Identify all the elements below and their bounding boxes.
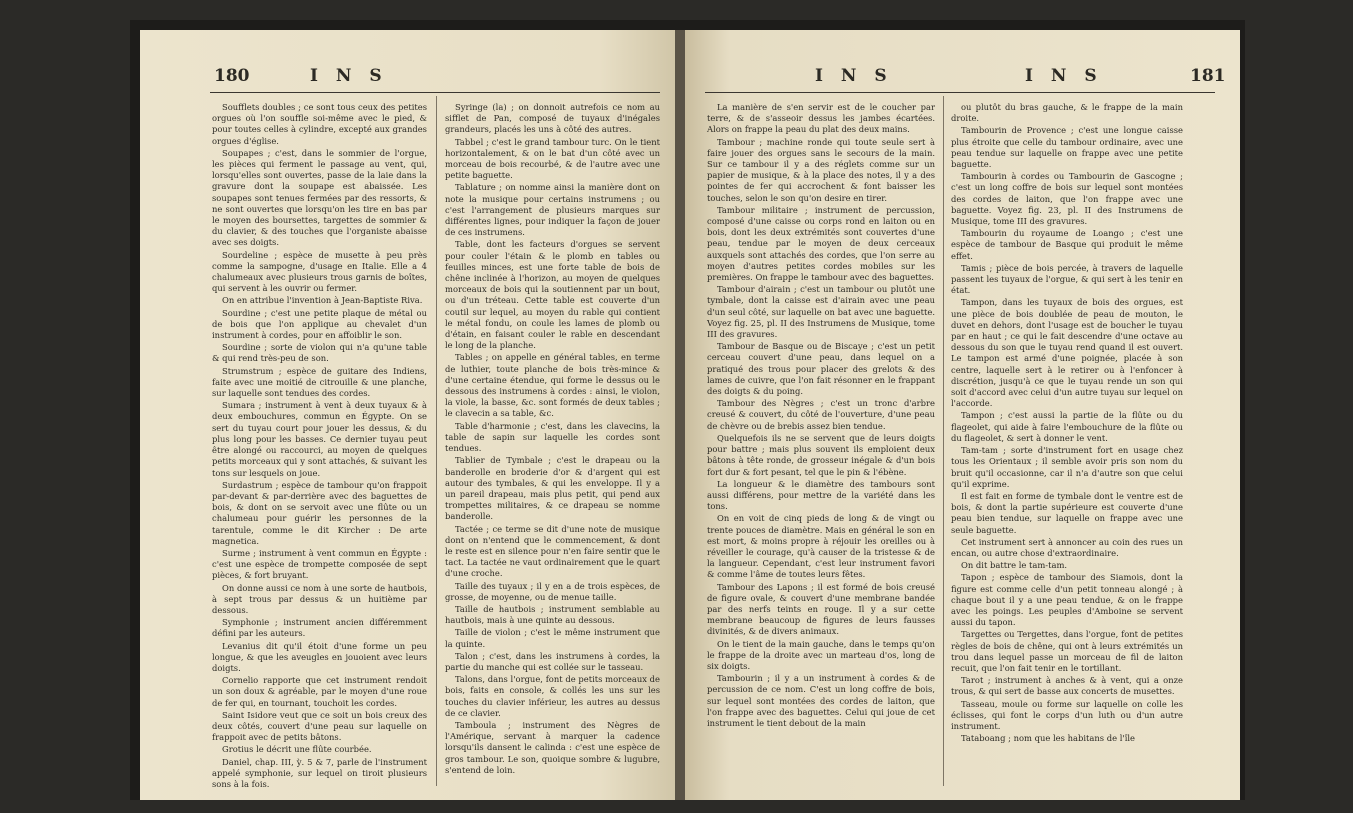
entry-paragraph: On en attribue l'invention à Jean-Baptiste Riva. [222,295,423,306]
entry-paragraph: Tambourin du royaume de Loango ; c'est une espèce de tambour de Basque qui produit le même effet. [951,228,1183,261]
open-book [130,20,1245,800]
entry-paragraph: Tapon ; espèce de tambour des Siamois, dont la figure est comme celle d'un petit tonneau alongé ; à chaque bout il y a une peau tendue, & on le frappe avec les poings. Les peuples d'Amboine se servent aussi du tapon. [951,572,1183,628]
entry-paragraph: Levanius dit qu'il étoit d'une forme un peu longue, & que les aveugles en jouoient avec leurs doigts. [212,640,427,673]
entry-paragraph: La longueur & le diamètre des tambours sont aussi différens, pour mettre de la variété dans les tons. [707,478,935,512]
entry-paragraph: Tambour des Lapons ; il est formé de bois creusé de figure ovale, & couvert d'une membrane bandée par des nerfs teints en rouge. Il y a sur cette membrane beaucoup de figures de leurs fausses divinités, & de divers animaux. [707,581,935,637]
entry-paragraph: Tablier de Tymbale ; c'est le drapeau ou la banderolle en broderie d'or & d'argent qui est autour des tymbales, & qui les enveloppe. Il y a un pareil drapeau, mais plus petit, qui pend aux trompettes militaires, & ce drapeau se nomme banderolle. [445,455,660,522]
entry-paragraph: Tamis ; pièce de bois percée, à travers de laquelle passent les tuyaux de l'orgue, & qui sert à les tenir en état. [951,262,1183,296]
entry-paragraph: Tactée ; ce terme se dit d'une note de musique dont on n'entend que le commencement, & dont le reste est en silence pour n'en faire sentir que le tact. La tactée ne vaut ordinairement que le quart d'une croche. [445,523,660,579]
entry-paragraph: La manière de s'en servir est de le coucher par terre, & de s'asseoir dessus les jambes écartées. Alors on frappe la peau du plat des deux mains. [707,102,935,135]
entry-paragraph: Targettes ou Tergettes, dans l'orgue, font de petites règles de bois de chêne, qui ont à leurs extrémités un trou dans lequel passe un morceau de fil de laiton recuit, que l'on fait tenir en le tortillant. [951,629,1183,673]
entry-paragraph: Tarot ; instrument à anches & à vent, qui a onze trous, & qui sert de basse aux concerts de musettes. [951,675,1183,697]
entry-paragraph: Tablature ; on nomme ainsi la manière dont on note la musique pour certains instrumens ; ou c'est l'arrangement de plusieurs marques sur différentes lignes, pour indiquer la façon de jouer de ces instrumens. [445,182,660,238]
right-page [685,30,1240,800]
right-column-2 [951,102,1183,745]
entry-paragraph: Tambourin ; il y a un instrument à cordes & de percussion de ce nom. C'est un long coffre de bois, sur lequel sont montées des cordes de laiton, que l'on frappe avec des baguettes. Celui qui joue de cet instrument le tient debout de la main [707,673,935,728]
entry-paragraph: Tampon, dans les tuyaux de bois des orgues, est une pièce de bois doublée de peau de mouton, le duvet en dehors, dont l'usage est de boucher le tuyau par en haut ; ce qui le fait descendre d'une octave au dessous du son que le tuyau rend quand il est ouvert. Le tampon est armé d'une poignée, placée à son centre, laquelle sert à le retirer ou à l'enfoncer à discrétion, jusqu'à ce que le tuyau rende un son qui soit d'accord avec celui d'un autre tuyau sur lequel on l'accorde. [951,297,1183,409]
entry-paragraph: Soupapes ; c'est, dans le sommier de l'orgue, les pièces qui ferment le passage au vent, qui, lorsqu'elles sont ouvertes, passe de la laie dans la gravure dont la soupape est abaissée. Les soupapes sont tenues fermées par des ressorts, & ne sont ouvertes que lorsqu'on les tire en bas par le moyen des boursettes, targettes de sommier & du clavier, & des touches que l'organiste abaisse avec ses doigts. [212,147,427,248]
entry-paragraph: Symphonie ; instrument ancien différemment défini par les auteurs. [212,617,427,639]
entry-paragraph: Tambour des Nègres ; c'est un tronc d'arbre creusé & couvert, du côté de l'ouverture, d'une peau de chèvre ou de brebis assez bien tendue. [707,398,935,431]
entry-paragraph: Surdastrum ; espèce de tambour qu'on frappoit par-devant & par-derrière avec des baguettes de bois, & dont on se servoit avec une flûte ou un chalumeau pour guérir les personnes de la tarentule, comme le dit Kircher : De arte magnetica. [212,479,427,546]
entry-paragraph: On le tient de la main gauche, dans le temps qu'on le frappe de la droite avec un marteau d'os, long de six doigts. [707,638,935,671]
entry-paragraph: Saint Isidore veut que ce soit un bois creux des deux côtés, couvert d'une peau sur laquelle on frappoit avec de petits bâtons. [212,709,427,743]
entry-paragraph: Tambour ; machine ronde qui toute seule sert à faire jouer des orgues sans le secours de la main. Sur ce tambour il y a des réglets comme sur un papier de musique, & à la place des notes, il y a des pointes de fer qui accrochent & font baisser les touches, selon le son qu'on desire en tirer. [707,136,935,203]
right-column-1 [707,102,935,730]
entry-paragraph: Sumara ; instrument à vent à deux tuyaux & à deux embouchures, commun en Égypte. On se sert du tuyau court pour jouer les dessus, & du plus long pour les basses. Ce dernier tuyau peut être alongé ou raccourci, au moyen de quelques petits morceaux qui y sont attachés, & suivant les tons sur lesquels on joue. [212,400,427,478]
entry-paragraph: Tables ; on appelle en général tables, en terme de luthier, toute planche de bois très-mince & d'une certaine étendue, qui forme le dessus ou le dessous des instrumens à cordes : ainsi, le violon, la viole, la basse, &c. sont formés de deux tables ; le clavecin a sa table, &c. [445,352,660,419]
entry-paragraph: Tamboula ; instrument des Nègres de l'Amérique, servant à marquer la cadence lorsqu'ils dansent le calinda : c'est une espèce de gros tambour. Le son, quoique sombre & lugubre, s'entend de loin. [445,719,660,775]
entry-paragraph: Tasseau, moule ou forme sur laquelle on colle les éclisses, qui font le corps d'un luth ou d'un autre instrument. [951,698,1183,731]
right-column-separator [943,96,944,786]
entry-paragraph: On dit battre le tam-tam. [961,560,1068,571]
entry-paragraph: Sourdine ; c'est une petite plaque de métal ou de bois que l'on applique au chevalet d'un instrument à cordes, pour en affoiblir le son. [212,307,427,341]
entry-paragraph: Taille de violon ; c'est le même instrument que la quinte. [445,627,660,649]
entry-paragraph: Cornelio rapporte que cet instrument rendoit un son doux & agréable, par le moyen d'une roue de fer qui, en tournant, touchoit les cordes. [212,675,427,708]
entry-paragraph: On en voit de cinq pieds de long & de vingt ou trente pouces de diamètre. Mais en général le son en est mort, & moins propre à réjouir les oreilles ou à réveiller le courage, qu'à causer de la tristesse & de la langueur. Cependant, c'est leur instrument favori & comme l'âme de toutes leurs fêtes. [707,513,935,580]
left-column-2 [445,102,660,777]
entry-paragraph: Sourdine ; sorte de violon qui n'a qu'une table & qui rend très-peu de son. [212,342,427,364]
entry-paragraph: Tabbel ; c'est le grand tambour turc. On le tient horizontalement, & on le bat d'un côté avec un morceau de bois recourbé, & de l'autre avec une petite baguette. [445,136,660,181]
right-page-header-right: I N S [1025,66,1103,86]
entry-paragraph: Soufflets doubles ; ce sont tous ceux des petites orgues où l'on souffle soi-même avec le pied, & pour toutes celles à cylindre, excepté aux grandes orgues d'église. [212,102,427,146]
entry-paragraph: Syringe (la) ; on donnoit autrefois ce nom au sifflet de Pan, composé de tuyaux d'inégales grandeurs, placés les uns à côté des autres. [445,102,660,135]
right-page-number: 181 [1190,66,1226,86]
entry-paragraph: Sourdeline ; espèce de musette à peu près comme la sampogne, d'usage en Italie. Elle a 4 chalumeaux avec plusieurs trous garnis de boîtes, qui servent à les ouvrir ou fermer. [212,249,427,294]
entry-paragraph: Strumstrum ; espèce de guitare des Indiens, faite avec une moitié de citrouille & une planche, sur laquelle sont tendues des cordes. [212,365,427,399]
entry-paragraph: Tambour militaire ; instrument de percussion, composé d'une caisse ou corps rond en laiton ou en bois, dont les deux extrémités sont couvertes d'une peau, tendue par le moyen de deux cerceaux auxquels sont attachés des cordes, que l'on serre au moyen d'autres petites cordes mobiles sur les premières. On frappe le tambour avec des baguettes. [707,204,935,283]
entry-paragraph: Table d'harmonie ; c'est, dans les clavecins, la table de sapin sur laquelle les cordes sont tendues. [445,420,660,454]
entry-paragraph: Taille des tuyaux ; il y en a de trois espèces, de grosse, de moyenne, ou de menue taille. [445,580,660,602]
entry-paragraph: Table, dont les facteurs d'orgues se servent pour couler l'étain & le plomb en tables ou feuilles minces, est une forte table de bois de chêne inclinée à l'horizon, au moyen de quelques morceaux de bois qui la soutiennent par un bout, ou d'un tréteau. Cette table est couverte d'un coutil sur lequel, au moyen du rable qui contient le métal fondu, on coule les lames de plomb ou d'étain, en faisant couler le rable en descendant le long de la planche. [445,239,660,351]
entry-paragraph: Talons, dans l'orgue, font de petits morceaux de bois, faits en console, & collés les uns sur les touches du clavier inférieur, les autres au dessus de ce clavier. [445,674,660,718]
entry-paragraph: Tampon ; c'est aussi la partie de la flûte ou du flageolet, qui aide à faire l'embouchure de la flûte ou du flageolet, & sert à donner le vent. [951,410,1183,443]
right-header-rule [705,92,1215,93]
entry-paragraph: Taille de hautbois ; instrument semblable au hautbois, mais à une quinte au dessous. [445,603,660,626]
entry-paragraph: Talon ; c'est, dans les instrumens à cordes, la partie du manche qui est collée sur le tasseau. [445,650,660,672]
left-page-number: 180 [214,66,250,86]
left-column-separator [436,96,437,786]
entry-paragraph: On donne aussi ce nom à une sorte de hautbois, à sept trous par dessus & un huitième par dessous. [212,582,427,615]
left-column-1 [212,102,427,791]
entry-paragraph: Grotius le décrit une flûte courbée. [222,744,372,755]
entry-paragraph: Tambourin à cordes ou Tambourin de Gascogne ; c'est un long coffre de bois sur lequel sont montées des cordes de laiton, que l'on frappe avec une baguette. Voyez fig. 23, pl. II des Instrumens de Musique, tome III des gravures. [951,171,1183,227]
entry-paragraph: Daniel, chap. III, ỳ. 5 & 7, parle de l'instrument appelé symphonie, sur lequel on tiroit plusieurs sons à la fois. [212,756,427,789]
right-page-header-left: I N S [815,66,893,86]
entry-paragraph: Il est fait en forme de tymbale dont le ventre est de bois, & dont la partie supérieure est couverte d'une peau bien tendue, sur laquelle on frappe avec une seule baguette. [951,490,1183,535]
entry-paragraph: Tambour de Basque ou de Biscaye ; c'est un petit cerceau couvert d'une peau, dans lequel on a pratiqué des trous pour placer des grelots & des lames de cuivre, que l'on fait résonner en le frappant des doigts & du poing. [707,341,935,397]
entry-paragraph: Surme ; instrument à vent commun en Égypte : c'est une espèce de trompette composée de sept pièces, & fort bruyant. [212,547,427,581]
entry-paragraph: ou plutôt du bras gauche, & le frappe de la main droite. [951,102,1183,124]
left-header-rule [210,92,660,93]
entry-paragraph: Cet instrument sert à annoncer au coin des rues un encan, ou autre chose d'extraordinaire. [951,536,1183,558]
left-page [140,30,680,800]
entry-paragraph: Quelquefois ils ne se servent que de leurs doigts pour battre ; mais plus souvent ils emploient deux bâtons à tête ronde, de grosseur inégale & d'un bois fort dur & fort pesant, tel que le pin & l'ébène. [707,432,935,477]
entry-paragraph: Tataboang ; nom que les habitans de l'île [961,733,1136,744]
left-page-header: I N S [310,66,388,86]
entry-paragraph: Tambour d'airain ; c'est un tambour ou plutôt une tymbale, dont la caisse est d'airain avec une peau d'un seul côté, sur laquelle on bat avec une baguette. Voyez fig. 25, pl. II des Instrumens de Musique, tome III des gravures. [707,284,935,340]
entry-paragraph: Tambourin de Provence ; c'est une longue caisse plus étroite que celle du tambour ordinaire, avec une peau tendue sur laquelle on frappe avec une petite baguette. [951,125,1183,170]
entry-paragraph: Tam-tam ; sorte d'instrument fort en usage chez tous les Orientaux ; il semble avoir pris son nom du bruit qu'il occasionne, car il n'a d'autre son que celui qu'il exprime. [951,445,1183,489]
